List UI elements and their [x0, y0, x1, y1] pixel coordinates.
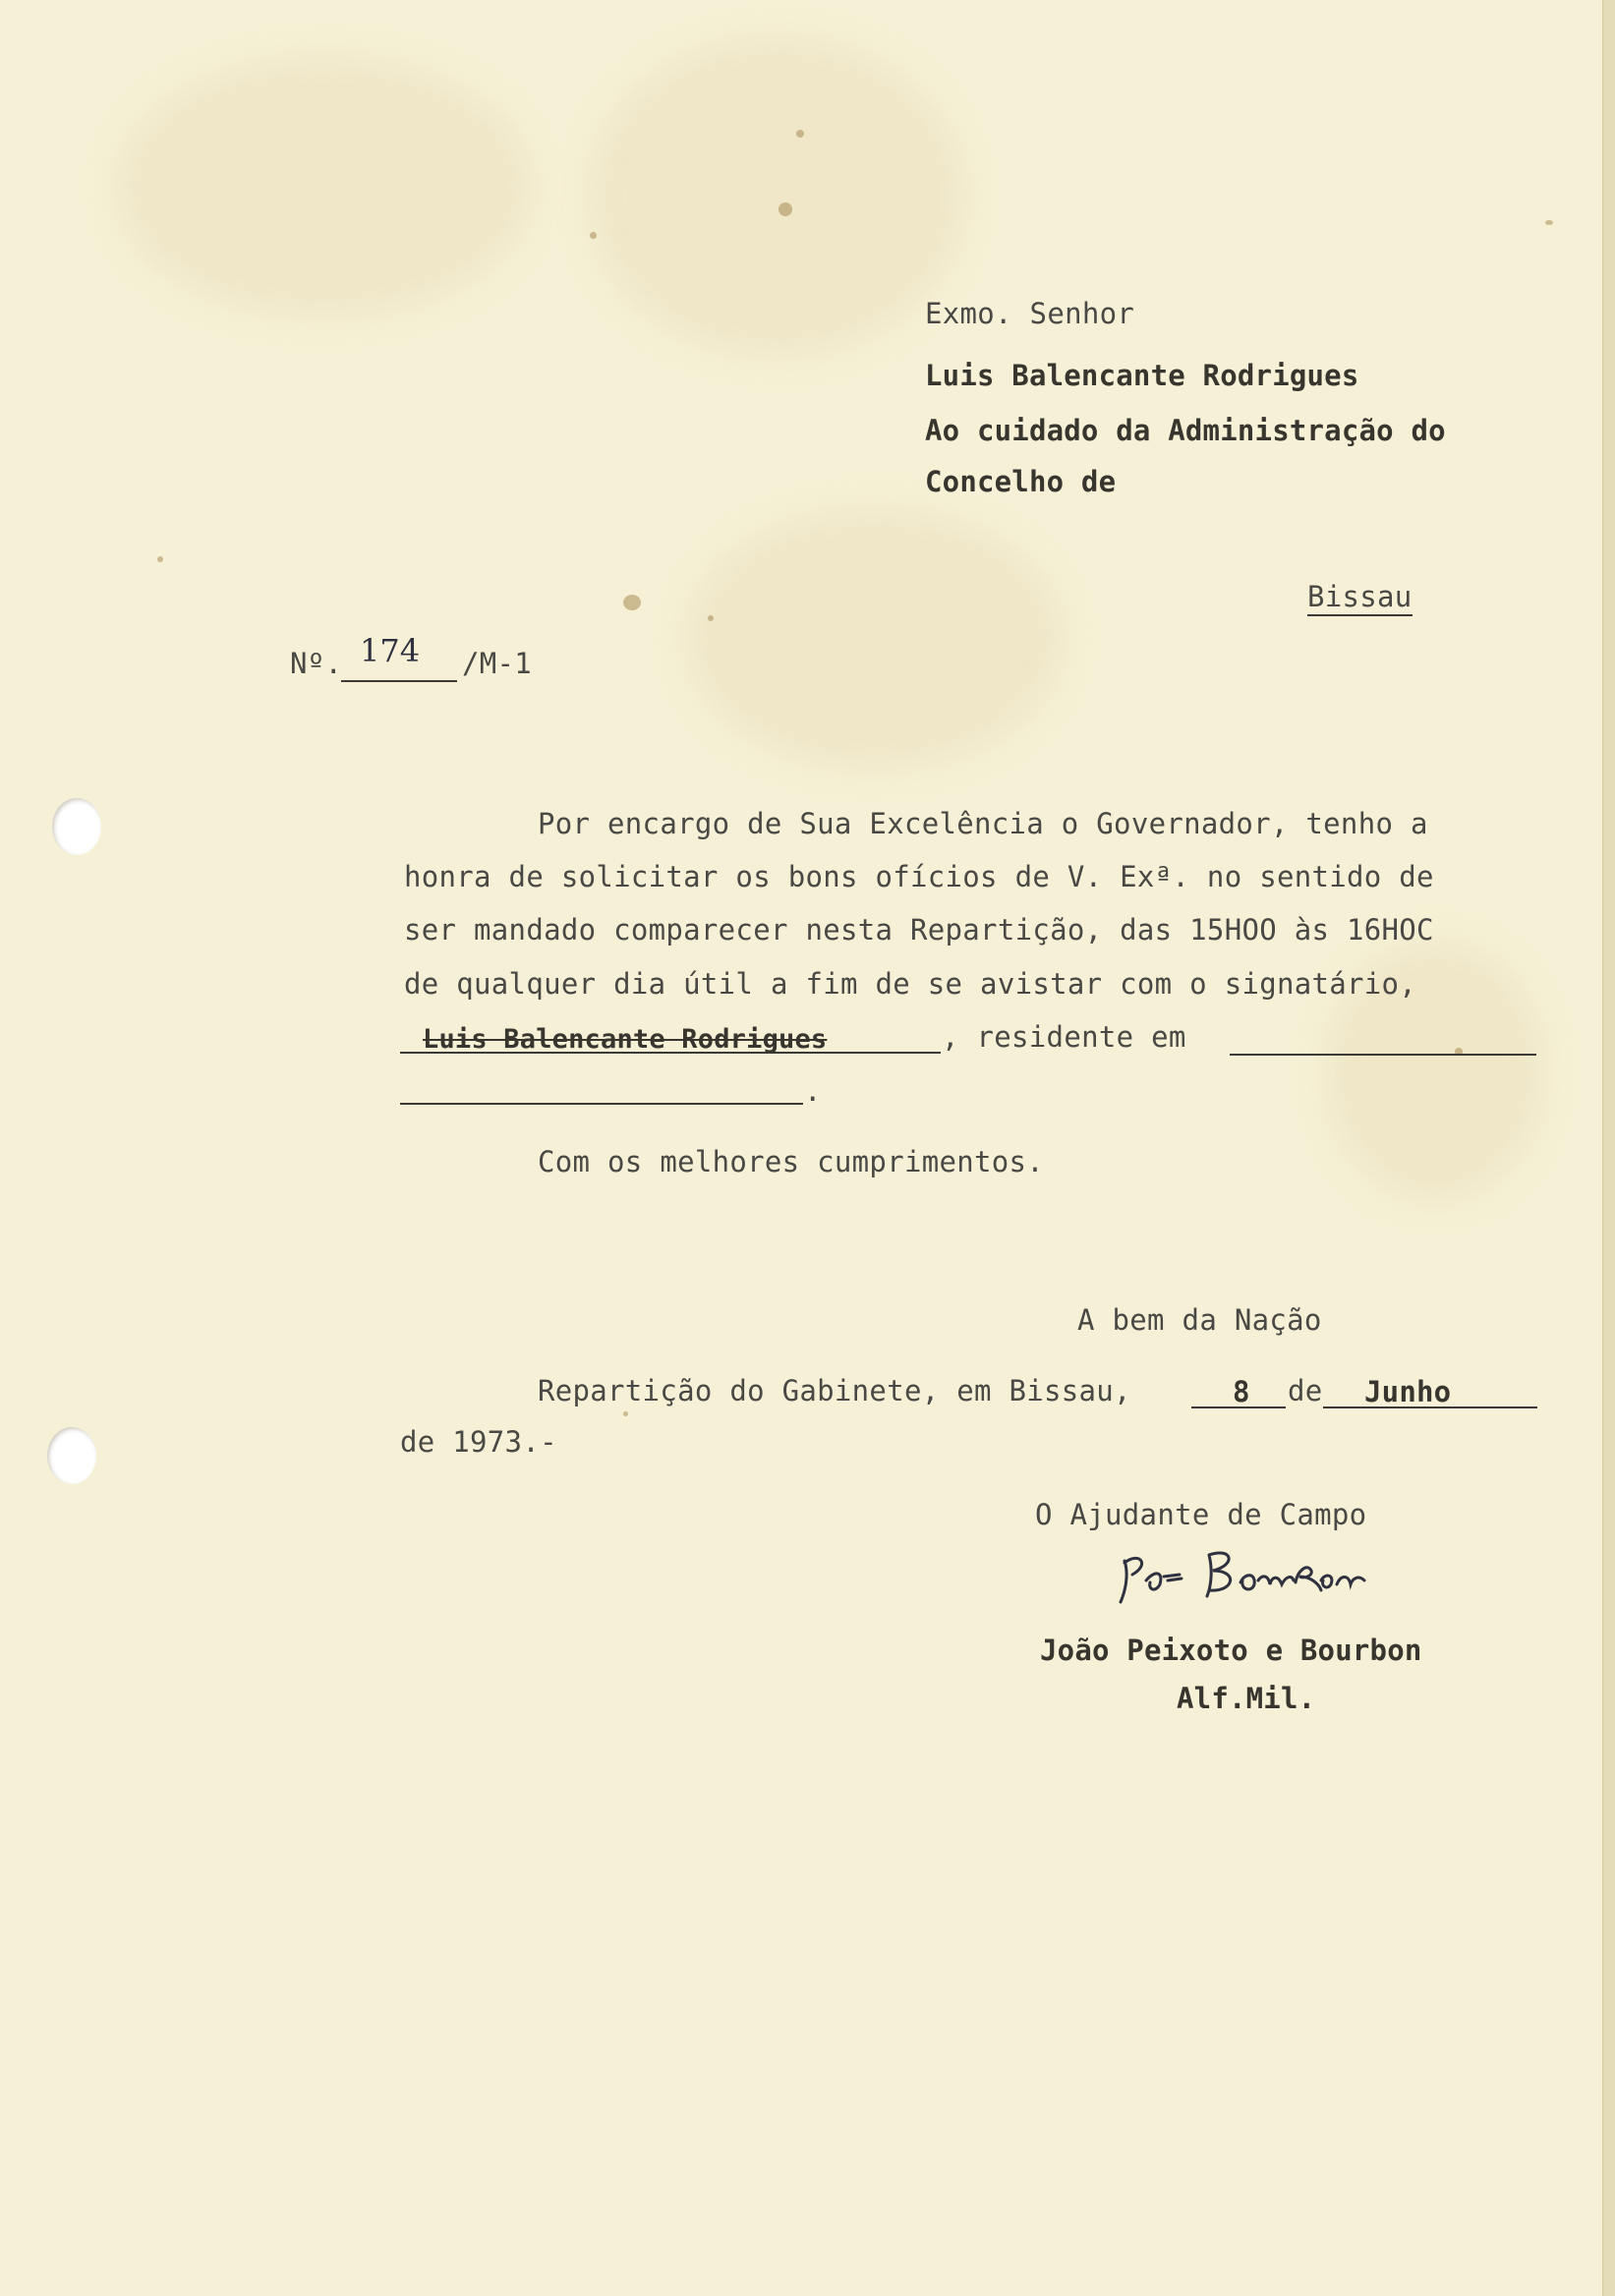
paper-speck: [796, 130, 804, 138]
reference-number: 174: [360, 632, 421, 669]
paper-speck: [708, 615, 714, 621]
handwritten-signature: [1111, 1541, 1376, 1610]
year-line: de 1973.-: [400, 1425, 557, 1459]
body-line-2: honra de solicitar os bons ofícios de V. Exª. no sentido de: [404, 860, 1434, 893]
paper-speck: [779, 202, 792, 216]
care-of-line-2: Concelho de: [925, 465, 1117, 498]
date-day: 8: [1233, 1375, 1250, 1408]
place-line: Repartição do Gabinete, em Bissau,: [538, 1374, 1131, 1407]
paper-speck: [623, 1411, 628, 1416]
residence-line: [1230, 1054, 1536, 1056]
punch-hole: [52, 798, 101, 855]
salutation: Exmo. Senhor: [925, 297, 1135, 330]
paper-speck: [1545, 220, 1553, 225]
page-edge: [1602, 0, 1615, 2296]
punch-hole: [47, 1427, 96, 1484]
paper-speck: [590, 232, 597, 239]
person-name: Luis Balencante Rodrigues: [423, 1024, 828, 1055]
signatory-title: O Ajudante de Campo: [1035, 1498, 1367, 1531]
signatory-rank: Alf.Mil.: [1177, 1682, 1316, 1715]
paper-stain: [590, 39, 963, 354]
date-month: Junho: [1364, 1375, 1452, 1408]
reference-suffix: /M-1: [462, 647, 533, 680]
body-line-6-end: .: [804, 1074, 822, 1108]
paper-stain: [118, 59, 531, 315]
body-line-3: ser mandado comparecer nesta Repartição, das 15HOO às 16HOC: [404, 913, 1434, 947]
signatory-name: João Peixoto e Bourbon: [1040, 1634, 1422, 1667]
care-of-line-1: Ao cuidado da Administração do: [925, 414, 1446, 447]
date-de: de: [1288, 1374, 1323, 1407]
paper-stain: [688, 511, 1062, 767]
reference-prefix: Nº.: [290, 647, 343, 680]
body-line-5-mid: , residente em: [942, 1020, 1186, 1054]
residence-line-2: [400, 1103, 803, 1105]
body-line-1: Por encargo de Sua Excelência o Governador, tenho a: [538, 807, 1428, 840]
body-line-4: de qualquer dia útil a fim de se avistar com o signatário,: [404, 967, 1417, 1001]
paper-speck: [623, 595, 641, 610]
signature-text: João Bourbon: [1111, 1541, 1117, 1542]
paper-speck: [157, 556, 163, 562]
motto: A bem da Nação: [1077, 1303, 1322, 1337]
regards: Com os melhores cumprimentos.: [538, 1145, 1045, 1178]
recipient-city: Bissau: [1307, 583, 1413, 616]
reference-number-line: [341, 680, 457, 682]
recipient-name: Luis Balencante Rodrigues: [925, 359, 1359, 392]
